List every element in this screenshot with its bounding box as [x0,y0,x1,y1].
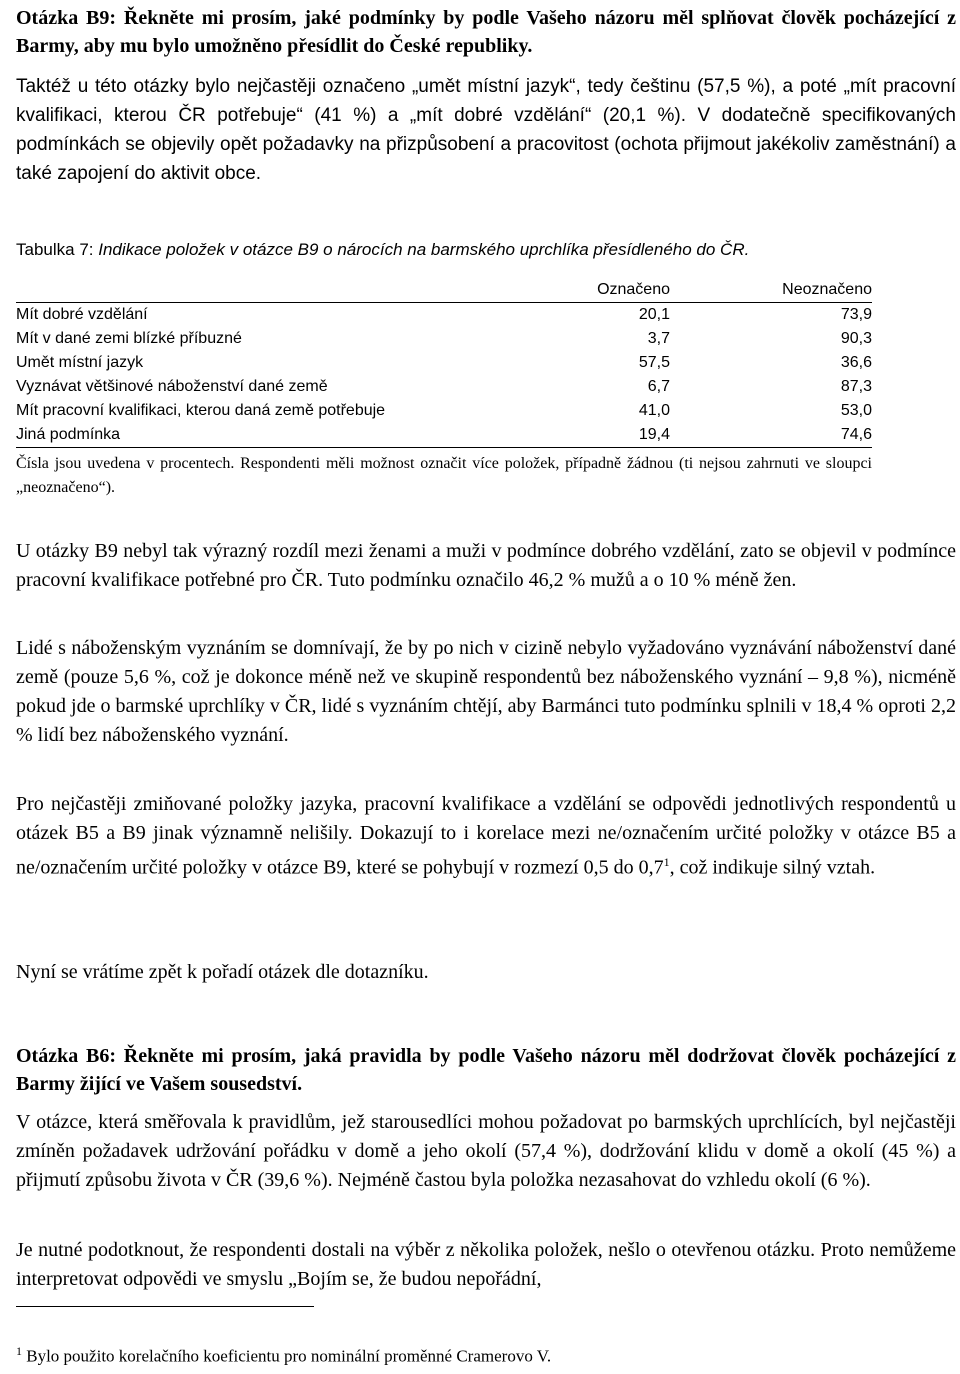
body-paragraph-4: Nyní se vrátíme zpět k pořadí otázek dle dotazníku. [16,961,429,983]
table-row [16,327,872,351]
footnote-reference: 1 [663,855,670,869]
cell-unmarked: 53,0 [840,402,872,419]
row-label: Mít pracovní kvalifikaci, kterou daná země potřebuje [16,402,386,419]
cell-marked: 6,7 [647,378,670,395]
cell-unmarked: 87,3 [840,378,872,395]
footnote-divider [16,1306,314,1307]
data-table [16,278,872,448]
cell-marked: 20,1 [638,306,670,323]
cell-unmarked: 73,9 [840,306,872,323]
table-row [16,351,872,375]
body-paragraph-3-text: Pro nejčastěji zmiňované položky jazyka, pracovní kvalifikace a vzdělání se odpovědi jednotlivých respondentů u otázek B5 a B9 jinak významně nelišily. Dokazují to i korelace mezi ne/označením určité položky v otázce B5 a ne/označením určité položky v otázce B9, které se pohybují v rozmezí 0,5 do 0,7 [16,793,956,879]
cell-marked: 41,0 [638,402,670,419]
table-caption [16,240,956,260]
row-label: Umět místní jazyk [16,354,144,371]
question-b9-title: Otázka B9: Řekněte mi prosím, jaké podmínky by podle Vašeho názoru měl splňovat člověk pocházející z Barmy, aby mu bylo umožněno přesídlit do České republiky. [16,7,956,57]
question-b9-paragraph: Taktéž u této otázky bylo nejčastěji označeno „umět místní jazyk“, tedy češtinu (57,5 %), a poté „mít pracovní kvalifikaci, kterou ČR potřebuje“ (41 %) a „mít dobré vzdělání“ (20,1 %). V dodatečně specifikovaných podmínkách se objevily opět požadavky na přizpůsobení a pracovitost (ochota přijmout jakékoliv zaměstnání) a také zapojení do aktivit obce. [16,76,956,184]
question-b6-paragraph-2: Je nutné podotknout, že respondenti dostali na výběr z několika položek, nešlo o otevřenou otázku. Proto nemůžeme interpretovat odpovědi ve smyslu „Bojím se, že budou nepořádní, [16,1239,956,1290]
footnote-marker: 1 [16,1344,22,1358]
table-header-row [16,278,872,303]
column-header-item [16,278,536,303]
column-header-unmarked: Neoznačeno [782,281,872,298]
body-paragraph-3-end: , což indikuje silný vztah. [669,856,876,879]
footnote-text: Bylo použito korelačního koeficientu pro nominální proměnné Cramerovo V. [26,1346,552,1366]
table-caption-label: Tabulka 7: [16,240,94,259]
table-row [16,423,872,448]
question-b6-title: Otázka B6: Řekněte mi prosím, jaká pravidla by podle Vašeho názoru měl dodržovat člověk pocházející z Barmy žijící ve Vašem sousedství. [16,1045,956,1095]
row-label: Mít v dané zemi blízké příbuzné [16,330,242,347]
row-label: Vyznávat většinové náboženství dané země [16,378,328,395]
table-row [16,375,872,399]
cell-unmarked: 36,6 [840,354,872,371]
column-header-marked: Označeno [597,281,670,298]
body-paragraph-1: U otázky B9 nebyl tak výrazný rozdíl mezi ženami a muži v podmínce dobrého vzdělání, zato se objevil v podmínce pracovní kvalifikace potřebné pro ČR. Tuto podmínku označilo 46,2 % mužů a o 10 % méně žen. [16,540,956,591]
cell-unmarked: 74,6 [840,426,872,443]
cell-marked: 3,7 [647,330,670,347]
cell-marked: 19,4 [638,426,670,443]
table-note: Čísla jsou uvedena v procentech. Respondenti měli možnost označit více položek, případně žádnou (ti nejsou zahrnuti ve sloupci „neoznačeno“). [16,455,872,496]
table-row [16,399,872,423]
body-paragraph-3 [16,790,956,883]
cell-unmarked: 90,3 [840,330,872,347]
table-caption-text: Indikace položek v otázce B9 o nárocích na barmského uprchlíka přesídleného do ČR. [98,240,750,259]
body-paragraph-2: Lidé s náboženským vyznáním se domnívají, že by po nich v cizině nebylo vyžadováno vyznávání náboženství dané země (pouze 5,6 %, což je dokonce méně než ve skupině respondentů bez náboženského vyznání – 9,8 %), nicméně pokud jde o barmské uprchlíky v ČR, lidé s vyznáním chtějí, aby Barmánci tuto podmínku splnili v 18,4 % oproti 2,2 % lidí bez náboženského vyznání. [16,637,956,746]
footnote [16,1344,551,1367]
cell-marked: 57,5 [638,354,670,371]
table-row [16,303,872,328]
question-b6-paragraph-1: V otázce, která směřovala k pravidlům, jež starousedlíci mohou požadovat po barmských uprchlících, byl nejčastěji zmíněn požadavek udržování pořádku v domě a jeho okolí (57,4 %), dodržování klidu v domě a okolí (45 %) a přijmutí způsobu života v ČR (39,6 %). Nejméně častou byla položka nezasahovat do vzhledu okolí (6 %). [16,1111,956,1191]
row-label: Jiná podmínka [16,426,121,443]
row-label: Mít dobré vzdělání [16,306,148,323]
